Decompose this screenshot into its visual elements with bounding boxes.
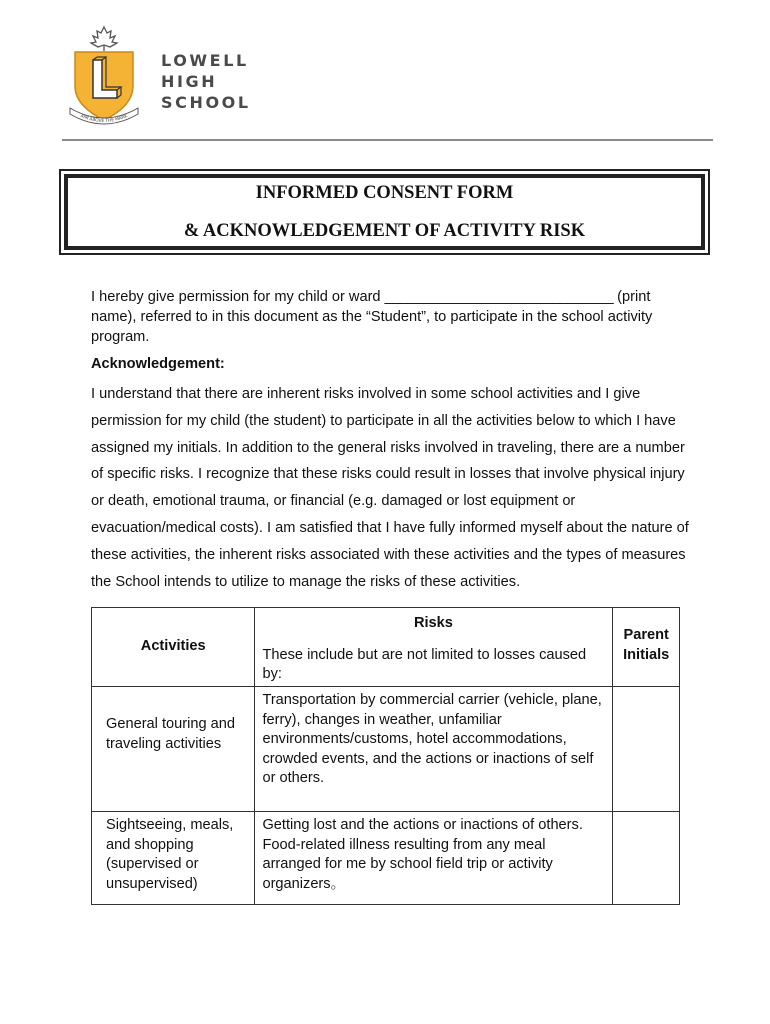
header-divider bbox=[62, 139, 713, 141]
parent-initials-field[interactable] bbox=[613, 687, 680, 812]
parent-initials-field[interactable] bbox=[613, 812, 680, 905]
school-name-line: LOWELL bbox=[161, 51, 249, 70]
risk-cell: Transportation by commercial carrier (vehicle, plane, ferry), changes in weather, unfamiliar environments/customs, hotel accommodations, crowded events, and the actions or inactions of self or others. bbox=[255, 687, 613, 812]
activities-header: Activities bbox=[92, 608, 255, 687]
table-header-row bbox=[92, 608, 680, 687]
school-crest-logo bbox=[66, 24, 142, 128]
form-subtitle: & ACKNOWLEDGEMENT OF ACTIVITY RISK bbox=[183, 221, 586, 241]
permission-paragraph bbox=[91, 287, 691, 347]
table-row bbox=[92, 687, 680, 812]
activity-risk-table bbox=[91, 607, 680, 905]
risks-header-title: Risks bbox=[413, 615, 453, 631]
student-name-field[interactable]: ______________________________ bbox=[384, 289, 614, 305]
logo-motto: AIM ABOVE THE MARK bbox=[79, 113, 129, 125]
shield-icon bbox=[75, 52, 133, 120]
risks-header bbox=[255, 608, 613, 687]
permission-text: I hereby give permission for my child or ward bbox=[91, 289, 385, 305]
activity-cell: General touring and traveling activities bbox=[92, 687, 255, 812]
school-name-line: HIGH bbox=[161, 72, 218, 91]
acknowledgement-heading: Acknowledgement: bbox=[91, 356, 225, 372]
table-row bbox=[92, 812, 680, 905]
title-box bbox=[59, 169, 710, 255]
activity-cell: Sightseeing, meals, and shopping (supervised or unsupervised) bbox=[92, 812, 255, 905]
school-name bbox=[161, 50, 251, 113]
school-name-line: SCHOOL bbox=[161, 93, 251, 112]
maple-leaf-icon bbox=[91, 27, 117, 51]
risk-cell: Getting lost and the actions or inactions of others. Food-related illness resulting from any meal arranged for me by school field trip or activity organizers。 bbox=[255, 812, 613, 905]
form-title: INFORMED CONSENT FORM bbox=[255, 183, 514, 203]
acknowledgement-body: I understand that there are inherent risks involved in some school activities and I give permission for my child (the student) to participate in all the activities below to which I have assigned my initials. In addition to the general risks involved in traveling, there are a number of specific risks. I recognize that these risks could result in losses that involve physical injury or death, emotional trauma, or financial (e.g. damaged or lost equipment or evacuation/medical costs). I am satisfied that I have fully informed myself about the nature of these activities, the inherent risks associated with these activities and the types of measures the School intends to utilize to manage the risks of these activities. bbox=[91, 386, 689, 590]
permission-text-end: (print name), referred to in this document as the “Student”, to participate in the school activity program. bbox=[91, 289, 653, 345]
parent-initials-header: Parent Initials bbox=[613, 608, 680, 687]
risks-header-subtitle: These include but are not limited to losses caused by: bbox=[262, 646, 587, 682]
